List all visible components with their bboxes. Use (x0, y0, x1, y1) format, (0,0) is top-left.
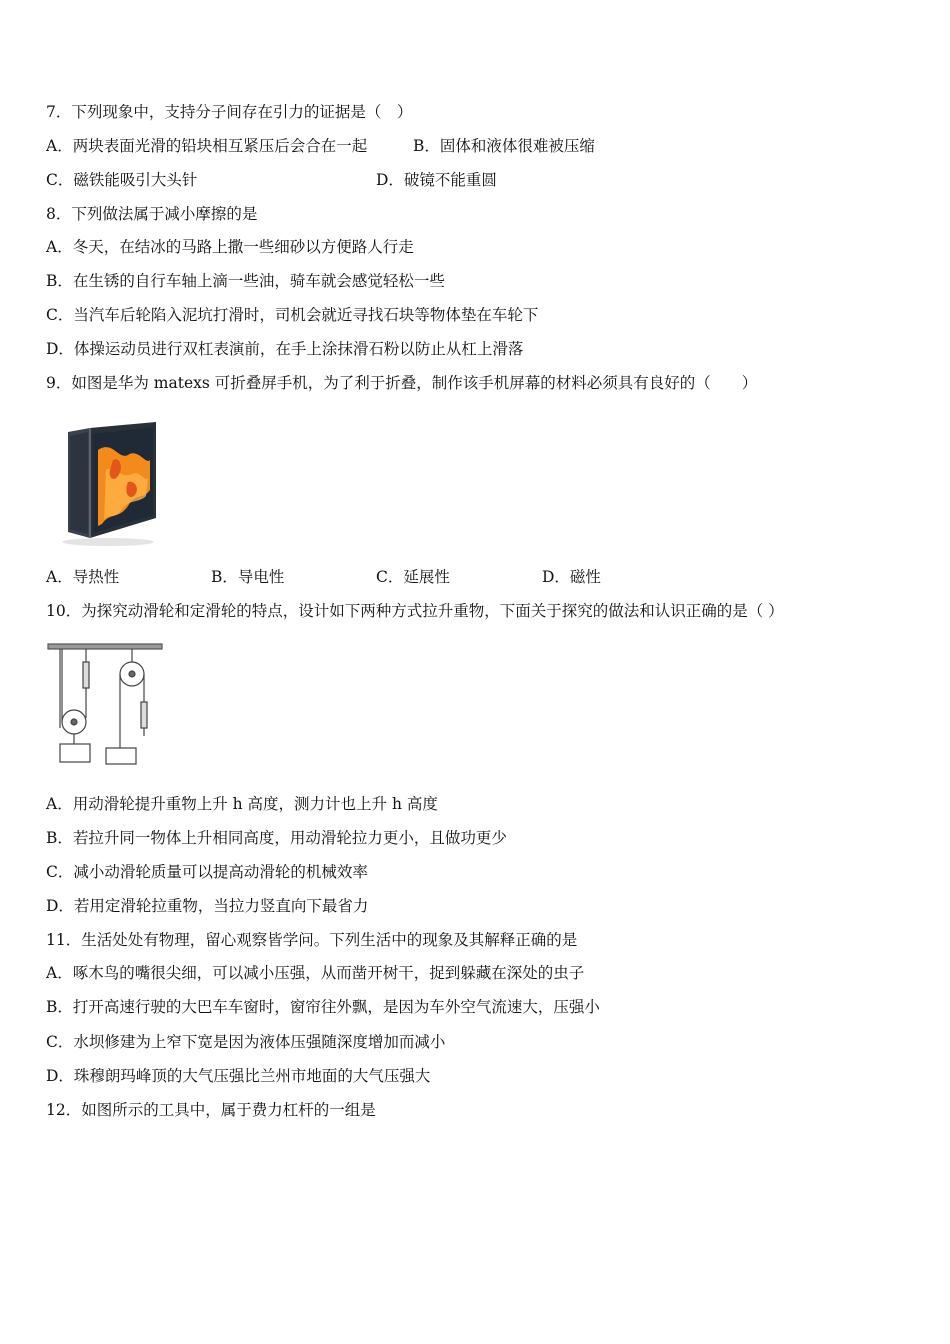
q7-stem: 7．下列现象中，支持分子间存在引力的证据是（ ） (46, 103, 413, 121)
q11-stem: 11．生活处处有物理，留心观察皆学问。下列生活中的现象及其解释正确的是 (46, 931, 578, 949)
q9-option-a[interactable]: A．导热性 (46, 568, 120, 586)
folding-phone-image (58, 420, 164, 548)
q11-option-b[interactable]: B．打开高速行驶的大巴车车窗时，窗帘往外飘，是因为车外空气流速大，压强小 (46, 998, 600, 1016)
q8-option-c[interactable]: C．当汽车后轮陷入泥坑打滑时，司机会就近寻找石块等物体垫在车轮下 (46, 306, 539, 324)
q9-option-b[interactable]: B．导电性 (211, 568, 285, 586)
q11-option-a[interactable]: A．啄木鸟的嘴很尖细，可以减小压强，从而凿开树干，捉到躲藏在深处的虫子 (46, 964, 585, 982)
q12-stem: 12．如图所示的工具中，属于费力杠杆的一组是 (46, 1101, 376, 1119)
q9-option-c[interactable]: C．延展性 (376, 568, 450, 586)
q7-option-d[interactable]: D．破镜不能重圆 (376, 171, 497, 189)
q8-option-d[interactable]: D．体操运动员进行双杠表演前，在手上涂抹滑石粉以防止从杠上滑落 (46, 340, 524, 358)
q8-option-b[interactable]: B．在生锈的自行车轴上滴一些油，骑车就会感觉轻松一些 (46, 272, 445, 290)
q7-option-a[interactable]: A．两块表面光滑的铅块相互紧压后会合在一起 (46, 137, 368, 155)
q10-option-d[interactable]: D．若用定滑轮拉重物，当拉力竖直向下最省力 (46, 897, 369, 915)
q7-option-b[interactable]: B．固体和液体很难被压缩 (413, 137, 595, 155)
q10-option-b[interactable]: B．若拉升同一物体上升相同高度，用动滑轮拉力更小，且做功更少 (46, 829, 507, 847)
q8-stem: 8．下列做法属于减小摩擦的是 (46, 205, 258, 223)
q9-stem: 9．如图是华为 matexs 可折叠屏手机，为了利于折叠，制作该手机屏幕的材料必须具有良好的（ ） (46, 374, 758, 392)
q10-stem: 10．为探究动滑轮和定滑轮的特点，设计如下两种方式拉升重物，下面关于探究的做法和认识正确的是（ ） (46, 602, 784, 620)
q9-option-d[interactable]: D．磁性 (542, 568, 601, 586)
pulley-diagram (46, 640, 166, 772)
q11-option-d[interactable]: D．珠穆朗玛峰顶的大气压强比兰州市地面的大气压强大 (46, 1067, 431, 1085)
q10-option-a[interactable]: A．用动滑轮提升重物上升 h 高度，测力计也上升 h 高度 (46, 795, 438, 813)
q10-option-c[interactable]: C．减小动滑轮质量可以提高动滑轮的机械效率 (46, 863, 368, 881)
q7-option-c[interactable]: C．磁铁能吸引大头针 (46, 171, 198, 189)
q8-option-a[interactable]: A．冬天，在结冰的马路上撒一些细砂以方便路人行走 (46, 238, 414, 256)
q11-option-c[interactable]: C．水坝修建为上窄下宽是因为液体压强随深度增加而减小 (46, 1033, 446, 1051)
